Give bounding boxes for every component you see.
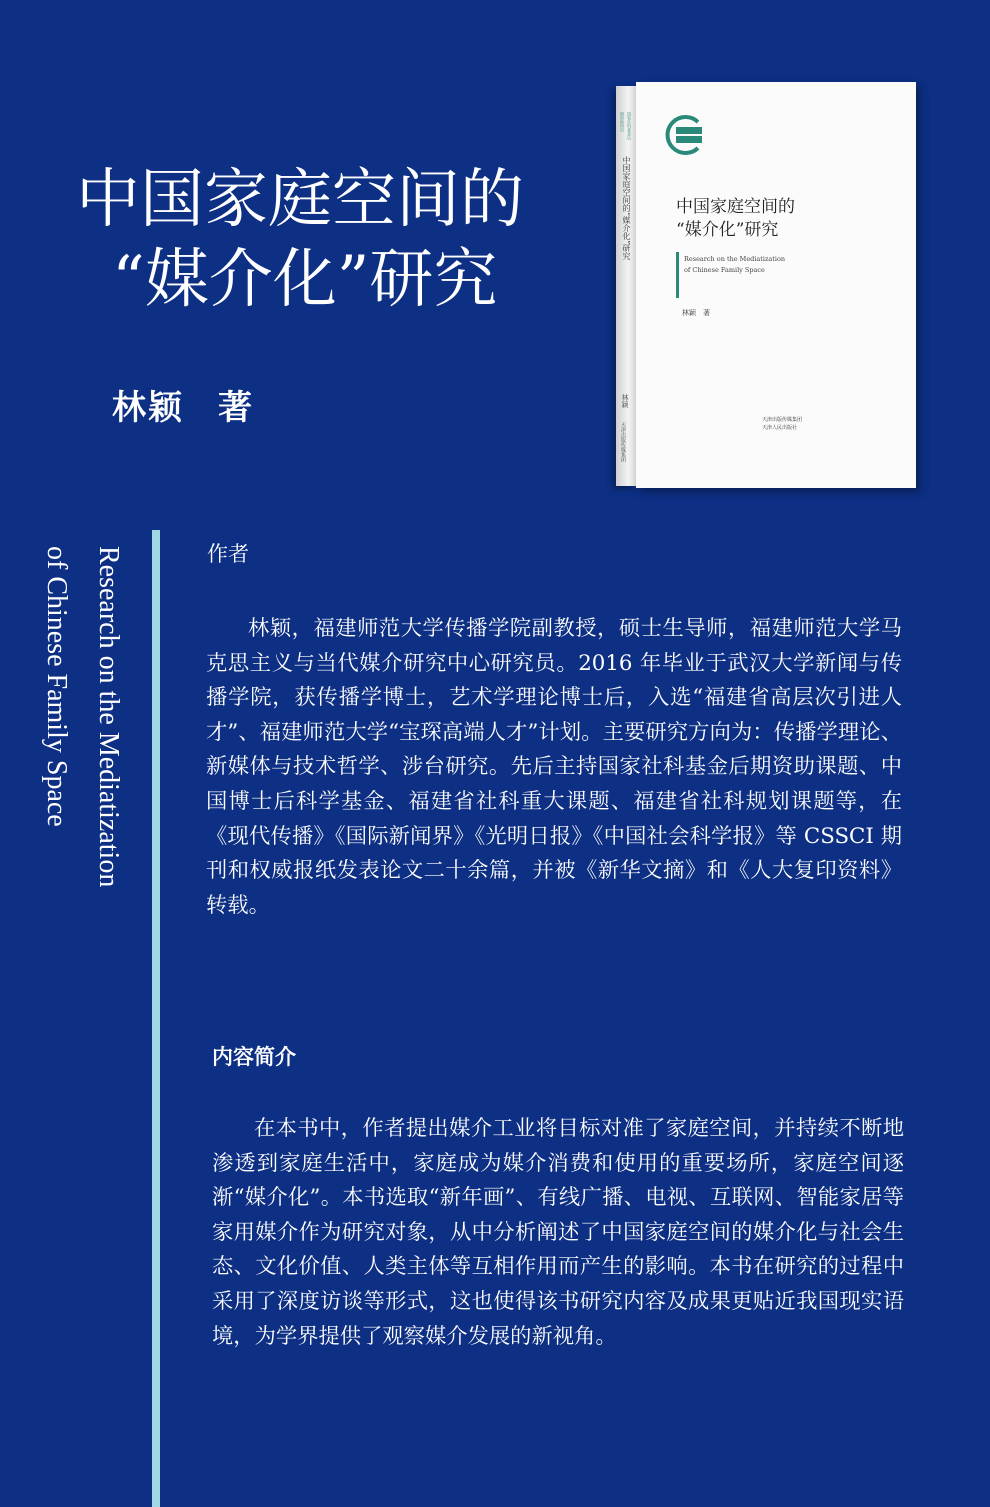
book-cover-image	[616, 82, 916, 490]
author-role: 著	[218, 388, 254, 428]
cover-author: 林颖 著	[682, 309, 710, 317]
intro-paragraph: 在本书中，作者提出媒介工业将目标对准了家庭空间，并持续不断地渗透到家庭生活中，家庭成为媒介消费和使用的重要场所，家庭空间逐渐“媒介化”。本书选取“新年画”、有线广播、电视、互联网、智能家居等家用媒介作为研究对象，从中分析阐述了中国家庭空间的媒介化与社会生态、文化价值、人类主体等互相作用而产生的影响。本书在研究的过程中采用了深度访谈等形式，这也使得该书研究内容及成果更贴近我国现实语境，为学界提供了观察媒介发展的新视角。	[212, 1116, 904, 1349]
vertical-english-line-1: Research on the Mediatization	[93, 546, 124, 888]
cover-english-line-1: Research on the Mediatization	[684, 255, 786, 263]
book-title-line-1: 中国家庭空间的	[76, 163, 524, 237]
book-spine	[616, 86, 636, 486]
series-logo-icon	[664, 114, 706, 156]
book-front-cover	[636, 82, 916, 488]
book-title	[0, 160, 600, 320]
cover-english-line-2: of Chinese Family Space	[684, 266, 765, 274]
spine-publisher: 天津出版传媒集团	[620, 422, 626, 462]
cover-english-title	[684, 254, 785, 276]
cover-title-line-1: 中国家庭空间的	[676, 197, 795, 217]
author-section-heading: 作者	[207, 542, 249, 566]
author-credit	[112, 380, 254, 429]
cover-accent-bar	[676, 252, 679, 298]
spine-author: 林颖	[621, 394, 629, 408]
vertical-english-title	[38, 546, 134, 966]
cover-publisher-line-1: 天津出版传媒集团	[762, 417, 803, 423]
cover-publisher-line-2: 天津人民出版社	[762, 425, 798, 431]
spine-title: 中国家庭空间的“媒介化”研究	[622, 156, 631, 261]
author-name: 林颖	[112, 388, 184, 428]
author-bio-paragraph: 林颖，福建师范大学传播学院副教授，硕士生导师，福建师范大学马克思主义与当代媒介研究中心研究员。2016 年毕业于武汉大学新闻与传播学院，获传播学博士，艺术学理论博士后，入选“福建省高层次引进人才”、福建师范大学“宝琛高端人才”计划。主要研究方向为：传播学理论、新媒体与技术哲学、涉台研究。先后主持国家社科基金后期资助课题、中国博士后科学基金、福建省社科重大课题、福建省社科规划课题等，在《现代传播》《国际新闻界》《光明日报》《中国社会科学报》等 CSSCI 期刊和权威报纸发表论文二十余篇，并被《新华文摘》和《人大复印资料》转载。	[206, 616, 902, 918]
cover-title-line-2: “媒介化”研究	[676, 220, 779, 240]
vertical-divider	[152, 530, 160, 1507]
cover-publisher	[762, 416, 802, 432]
book-title-line-2: “媒介化”研究	[112, 243, 498, 317]
intro-section-heading: 内容简介	[212, 1045, 296, 1069]
spine-logo-text: 国家社科基金后期资助项目	[620, 112, 632, 140]
cover-title	[676, 196, 795, 242]
vertical-english-line-2: of Chinese Family Space	[41, 546, 72, 827]
